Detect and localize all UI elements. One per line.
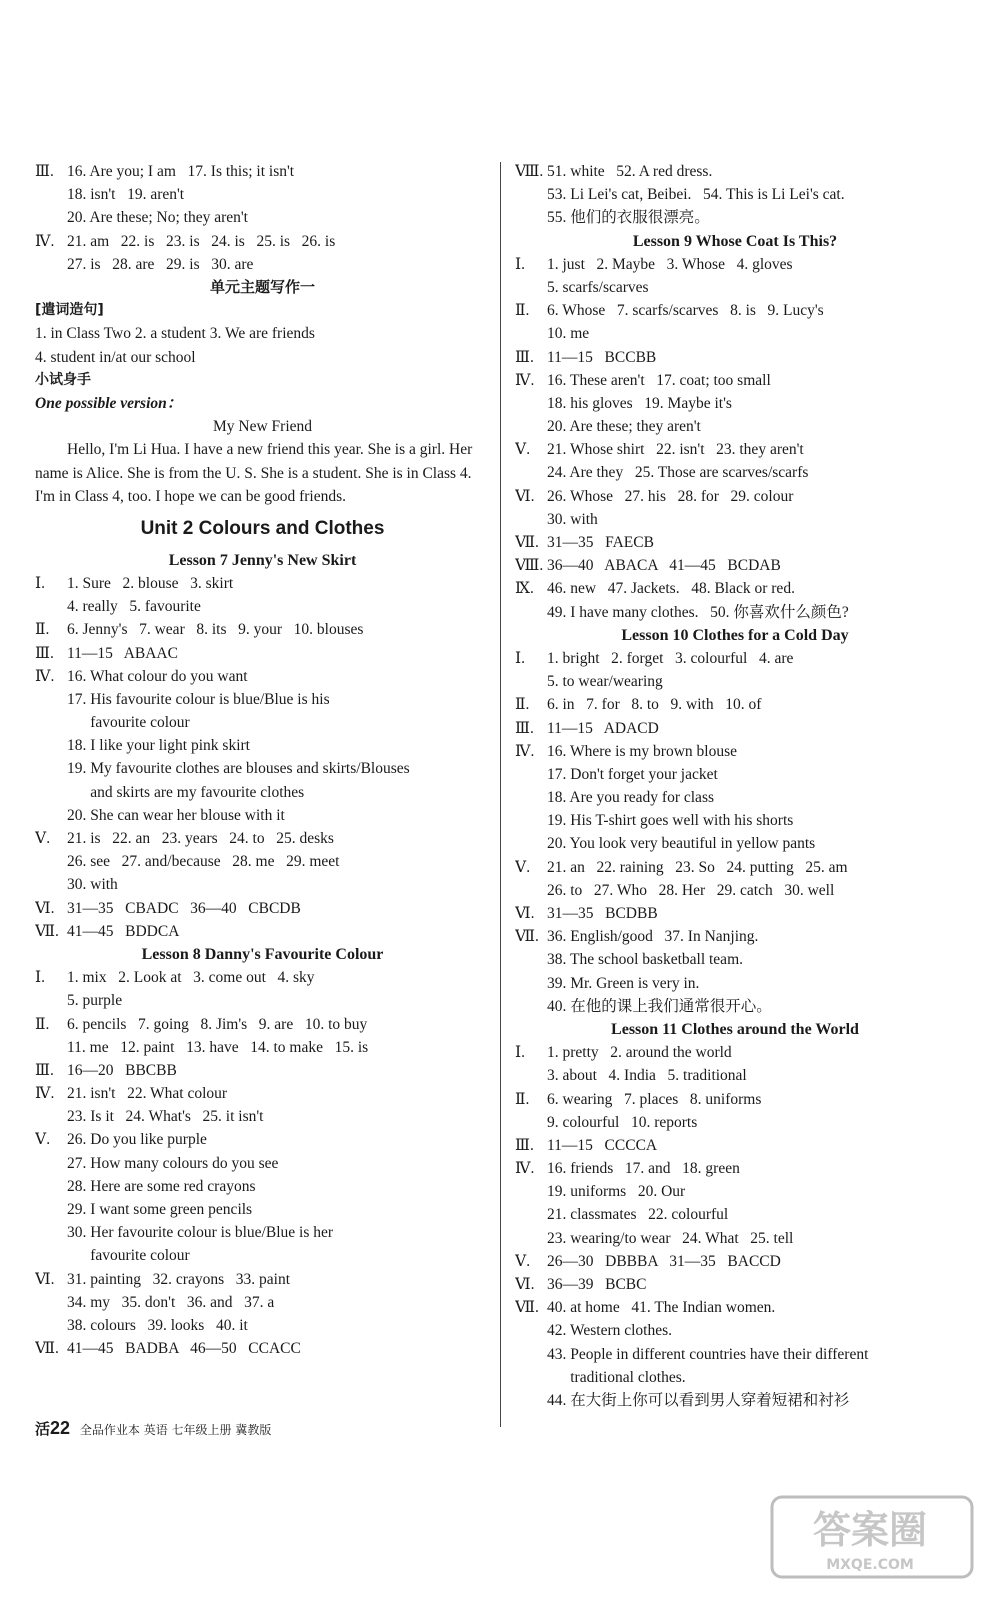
- answer-line: [35, 1036, 490, 1059]
- answer-text: 27. is 28. are 29. is 30. are: [67, 255, 254, 273]
- answer-line: [515, 1389, 955, 1412]
- lesson-title: Lesson 10 Clothes for a Cold Day: [621, 626, 849, 644]
- answer-line: [515, 160, 955, 183]
- answer-line: [515, 1343, 955, 1366]
- answer-line: [515, 1296, 955, 1319]
- answer-text: 53. Li Lei's cat, Beibei. 54. This is Li Lei's cat.: [547, 186, 845, 204]
- section-number: Ⅶ.: [35, 922, 59, 940]
- answer-line: 4. student in/at our school: [35, 348, 196, 366]
- answer-line: [515, 346, 955, 369]
- answer-text: 16. These aren't 17. coat; too small: [547, 371, 771, 389]
- section-number: Ⅶ.: [515, 534, 539, 551]
- section-number: Ⅲ.: [515, 1136, 534, 1154]
- section-number: Ⅷ.: [515, 163, 544, 180]
- page-footer: [35, 1418, 271, 1439]
- answer-line: [515, 1157, 955, 1180]
- section-number: Ⅲ.: [35, 1061, 54, 1079]
- lesson-title: Lesson 11 Clothes around the World: [611, 1020, 859, 1038]
- section-number: Ⅰ.: [35, 574, 45, 592]
- answer-line: [515, 856, 955, 879]
- answer-text: 26. Whose 27. his 28. for 29. colour: [547, 487, 794, 505]
- answer-text: 19. My favourite clothes are blouses and skirts/Blouses: [67, 760, 410, 778]
- answer-text: 20. Are these; they aren't: [547, 418, 701, 436]
- answer-line: [515, 809, 955, 832]
- answer-text: 24. Are they 25. Those are scarves/scarfs: [547, 464, 809, 482]
- answer-line: [35, 230, 490, 253]
- answer-line: [35, 804, 490, 827]
- answer-text: 31—35 FAECB: [547, 534, 654, 551]
- answer-line: [35, 1152, 490, 1175]
- answer-text: 6. pencils 7. going 8. Jim's 9. are 10. to buy: [67, 1015, 368, 1033]
- answer-line: [515, 322, 955, 345]
- answer-text: 6. Whose 7. scarfs/scarves 8. is 9. Lucy's: [547, 302, 824, 320]
- answer-line: [35, 1314, 490, 1337]
- answer-text: 23. wearing/to wear 24. What 25. tell: [547, 1229, 794, 1247]
- answer-text: 31—35 BCDBB: [547, 905, 658, 922]
- footer-mark: 活: [35, 1420, 51, 1438]
- answer-text: 26. Do you like purple: [67, 1131, 207, 1149]
- answer-line: [515, 554, 955, 577]
- answer-text: 5. purple: [67, 992, 123, 1010]
- answer-text: favourite colour: [67, 1247, 190, 1265]
- answer-text: 3. about 4. India 5. traditional: [547, 1067, 747, 1085]
- answer-text: 11—15 CCCCA: [547, 1136, 658, 1154]
- answer-text: 5. to wear/wearing: [547, 673, 663, 691]
- answer-text: 41—45 BDDCA: [67, 922, 180, 940]
- answer-text: 31. painting 32. crayons 33. paint: [67, 1270, 290, 1288]
- answer-line: [515, 1366, 955, 1389]
- footer-book-title: 全品作业本 英语 七年级上册 冀教版: [79, 1423, 272, 1437]
- lesson-title: Lesson 8 Danny's Favourite Colour: [141, 945, 384, 963]
- answer-text: 1. Sure 2. blouse 3. skirt: [67, 574, 234, 592]
- answer-text: 30. with: [547, 510, 598, 528]
- answer-line: [35, 1337, 490, 1360]
- section-number: Ⅱ.: [515, 696, 530, 714]
- answer-text: 39. Mr. Green is very in.: [547, 974, 700, 992]
- answer-line: [515, 369, 955, 392]
- answer-text: 6. Jenny's 7. wear 8. its 9. your 10. blouses: [67, 621, 364, 639]
- section-number: Ⅷ.: [515, 557, 544, 575]
- answer-text: 1. bright 2. forget 3. colourful 4. are: [547, 649, 794, 667]
- answer-line: [515, 740, 955, 763]
- answer-text: 44. 在大街上你可以看到男人穿着短裙和衬衫: [547, 1391, 850, 1409]
- answer-line: [515, 879, 955, 902]
- answer-text: 55. 他们的衣服很漂亮。: [547, 209, 710, 227]
- answer-text: 19. His T-shirt goes well with his shorts: [547, 812, 794, 830]
- answer-text: 21. am 22. is 23. is 24. is 25. is 26. is: [67, 232, 336, 250]
- answer-text: 21. an 22. raining 23. So 24. putting 25. am: [547, 858, 848, 876]
- answer-line: [35, 642, 490, 665]
- answer-line: [35, 1082, 490, 1105]
- answer-line: [515, 670, 955, 693]
- answer-text: 11—15 ABAAC: [67, 644, 178, 662]
- section-number: Ⅰ.: [515, 649, 525, 667]
- answer-text: 38. The school basketball team.: [547, 951, 743, 969]
- answer-line: [35, 595, 490, 618]
- section-label: [遣词造句]: [35, 302, 104, 319]
- section-number: Ⅲ.: [35, 163, 54, 180]
- answer-line: [515, 786, 955, 809]
- answer-text: 46. new 47. Jackets. 48. Black or red.: [547, 580, 795, 598]
- answer-text: 26. see 27. and/because 28. me 29. meet: [67, 853, 340, 871]
- section-number: Ⅳ.: [35, 667, 55, 685]
- answer-line: [515, 1203, 955, 1226]
- section-number: Ⅴ.: [515, 441, 531, 459]
- section-number: Ⅱ.: [35, 621, 50, 639]
- answer-line: [515, 948, 955, 971]
- answer-line: [515, 1319, 955, 1342]
- answer-line: [515, 1180, 955, 1203]
- answer-line: [515, 1134, 955, 1157]
- answer-text: 36—39 BCBC: [547, 1276, 647, 1293]
- answer-text: 27. How many colours do you see: [67, 1154, 279, 1172]
- answer-line: [515, 1041, 955, 1064]
- answer-line: [35, 781, 490, 804]
- answer-line: [515, 183, 955, 206]
- answer-line: [515, 1064, 955, 1087]
- unit-title: Unit 2 Colours and Clothes: [140, 517, 385, 539]
- section-number: Ⅱ.: [515, 1090, 530, 1108]
- answer-text: 21. is 22. an 23. years 24. to 25. desks: [67, 830, 334, 847]
- answer-line: [35, 873, 490, 896]
- answer-text: 31—35 CBADC 36—40 CBCDB: [67, 899, 301, 917]
- answer-text: 1. just 2. Maybe 3. Whose 4. gloves: [547, 255, 793, 273]
- answer-line: [35, 1221, 490, 1244]
- watermark-logo: [770, 1495, 975, 1580]
- answer-line: [35, 1268, 490, 1291]
- section-number: Ⅲ.: [515, 719, 534, 737]
- svg-text:答案圈: 答案圈: [812, 1508, 928, 1552]
- answer-line: [35, 1128, 490, 1151]
- answer-line: [515, 392, 955, 415]
- answer-text: 20. Are these; No; they aren't: [67, 209, 248, 227]
- answer-line: [35, 183, 490, 206]
- section-heading: 单元主题写作一: [209, 277, 315, 296]
- answer-line: [35, 920, 490, 943]
- answer-line: [35, 827, 490, 850]
- answer-text: 10. me: [547, 325, 590, 343]
- answer-text: 51. white 52. A red dress.: [547, 163, 713, 180]
- answer-line: [515, 925, 955, 948]
- answer-text: 21. classmates 22. colourful: [547, 1206, 729, 1224]
- answer-text: 20. You look very beautiful in yellow pants: [547, 835, 816, 853]
- answer-text: 16—20 BBCBB: [67, 1061, 177, 1079]
- section-number: Ⅰ.: [515, 1044, 525, 1062]
- answer-text: 18. isn't 19. aren't: [67, 186, 185, 204]
- answer-text: 6. in 7. for 8. to 9. with 10. of: [547, 696, 762, 714]
- answer-text: 4. really 5. favourite: [67, 598, 201, 616]
- section-number: Ⅴ.: [515, 1252, 531, 1270]
- section-number: Ⅲ.: [35, 644, 54, 662]
- answer-text: 26. to 27. Who 28. Her 29. catch 30. well: [547, 881, 835, 899]
- answer-line: [515, 438, 955, 461]
- answer-line: [35, 1175, 490, 1198]
- section-number: Ⅵ.: [515, 905, 535, 922]
- section-label: 小试身手: [35, 371, 91, 388]
- answer-text: 1. mix 2. Look at 3. come out 4. sky: [67, 969, 315, 987]
- answer-line: [515, 485, 955, 508]
- answer-line: [35, 1013, 490, 1036]
- answer-text: 17. His favourite colour is blue/Blue is his: [67, 690, 330, 708]
- answer-text: 16. Where is my brown blouse: [547, 742, 737, 760]
- answer-line: [35, 1105, 490, 1128]
- section-number: Ⅵ.: [35, 899, 55, 917]
- answer-text: 16. What colour do you want: [67, 667, 248, 685]
- answer-text: 43. People in different countries have their different: [547, 1345, 869, 1363]
- answer-text: 16. Are you; I am 17. Is this; it isn't: [67, 163, 295, 180]
- answer-line: [515, 832, 955, 855]
- essay-title: My New Friend: [212, 418, 313, 436]
- right-column: [515, 160, 955, 1412]
- answer-line: [515, 1227, 955, 1250]
- answer-line: [35, 1291, 490, 1314]
- answer-line: [35, 1244, 490, 1267]
- answer-text: 30. with: [67, 876, 118, 894]
- section-number: Ⅱ.: [515, 302, 530, 320]
- answer-text: 21. isn't 22. What colour: [67, 1085, 228, 1103]
- answer-text: 1. pretty 2. around the world: [547, 1044, 732, 1062]
- answer-line: [515, 461, 955, 484]
- answer-line: [35, 989, 490, 1012]
- answer-line: [515, 601, 955, 624]
- answer-text: traditional clothes.: [547, 1368, 686, 1386]
- answer-text: 28. Here are some red crayons: [67, 1177, 256, 1195]
- answer-line: [35, 253, 490, 276]
- lesson-title: Lesson 7 Jenny's New Skirt: [168, 551, 357, 569]
- answer-text: 23. Is it 24. What's 25. it isn't: [67, 1108, 264, 1126]
- answer-line: [515, 647, 955, 670]
- answer-line: [35, 1059, 490, 1082]
- section-number: Ⅸ.: [515, 580, 534, 598]
- section-number: Ⅶ.: [515, 928, 539, 946]
- section-number: Ⅳ.: [35, 232, 55, 250]
- answer-line: [35, 618, 490, 641]
- section-number: Ⅳ.: [515, 742, 535, 760]
- section-number: Ⅱ.: [35, 1015, 50, 1033]
- answer-line: [515, 531, 955, 554]
- answer-text: 19. uniforms 20. Our: [547, 1183, 686, 1201]
- answer-line: [515, 276, 955, 299]
- answer-text: 18. I like your light pink skirt: [67, 737, 250, 755]
- answer-text: 21. Whose shirt 22. isn't 23. they aren't: [547, 441, 804, 459]
- section-number: Ⅴ.: [35, 830, 51, 847]
- answer-line: [515, 1111, 955, 1134]
- answer-text: 20. She can wear her blouse with it: [67, 806, 285, 824]
- answer-text: 11—15 BCCBB: [547, 348, 657, 366]
- answer-text: 5. scarfs/scarves: [547, 278, 649, 296]
- answer-line: [515, 763, 955, 786]
- answer-text: 18. his gloves 19. Maybe it's: [547, 394, 732, 412]
- answer-text: 40. at home 41. The Indian women.: [547, 1299, 776, 1317]
- answer-text: 26—30 DBBBA 31—35 BACCD: [547, 1252, 781, 1270]
- answer-line: [515, 717, 955, 740]
- answer-text: 42. Western clothes.: [547, 1322, 673, 1340]
- answer-text: 11. me 12. paint 13. have 14. to make 15. is: [67, 1038, 369, 1056]
- section-number: Ⅴ.: [35, 1131, 51, 1149]
- answer-text: 9. colourful 10. reports: [547, 1113, 698, 1131]
- answer-line: [35, 966, 490, 989]
- answer-line: [515, 902, 955, 925]
- answer-text: 36—40 ABACA 41—45 BCDAB: [547, 557, 781, 575]
- lesson-title: Lesson 9 Whose Coat Is This?: [632, 232, 838, 250]
- page-number: 22: [50, 1418, 71, 1438]
- answer-text: 6. wearing 7. places 8. uniforms: [547, 1090, 762, 1108]
- answer-line: [35, 688, 490, 711]
- answer-line: [515, 508, 955, 531]
- logo-icon: [770, 1495, 975, 1580]
- section-number: Ⅰ.: [515, 255, 525, 273]
- section-number: Ⅳ.: [515, 371, 535, 389]
- answer-line: [35, 572, 490, 595]
- section-number: Ⅳ.: [515, 1160, 535, 1178]
- answer-line: [515, 206, 955, 229]
- svg-text:MXQE.COM: MXQE.COM: [826, 1557, 914, 1573]
- answer-text: 36. English/good 37. In Nanjing.: [547, 928, 759, 946]
- section-number: Ⅳ.: [35, 1085, 55, 1103]
- answer-line: [35, 850, 490, 873]
- section-number: Ⅵ.: [515, 487, 535, 505]
- answer-line: [515, 299, 955, 322]
- answer-text: 49. I have many clothes. 50. 你喜欢什么颜色?: [547, 603, 849, 621]
- answer-text: favourite colour: [67, 714, 190, 732]
- answer-text: 40. 在他的课上我们通常很开心。: [547, 997, 772, 1015]
- answer-line: [35, 757, 490, 780]
- answer-line: [35, 665, 490, 688]
- answer-line: [35, 711, 490, 734]
- section-number: Ⅵ.: [515, 1276, 535, 1293]
- answer-line: [515, 577, 955, 600]
- answer-line: [515, 1088, 955, 1111]
- section-number: Ⅶ.: [35, 1340, 59, 1358]
- answer-line: [35, 734, 490, 757]
- section-number: Ⅶ.: [515, 1299, 539, 1317]
- section-number: Ⅵ.: [35, 1270, 55, 1288]
- answer-line: [515, 1273, 955, 1296]
- answer-text: 16. friends 17. and 18. green: [547, 1160, 740, 1178]
- answer-text: 29. I want some green pencils: [67, 1201, 253, 1218]
- answer-line: [35, 160, 490, 183]
- answer-text: 38. colours 39. looks 40. it: [67, 1316, 248, 1334]
- answer-text: and skirts are my favourite clothes: [67, 783, 305, 801]
- section-number: Ⅴ.: [515, 858, 531, 876]
- answer-line: [35, 206, 490, 229]
- answer-line: [515, 1250, 955, 1273]
- column-divider: [500, 162, 501, 1427]
- section-number: Ⅰ.: [35, 969, 45, 987]
- answer-text: 11—15 ADACD: [547, 719, 659, 737]
- essay-paragraph: Hello, I'm Li Hua. I have a new friend this year. She is a girl. Her name is Alice. She is from the U. S. She is a student. She is in Class 4. I'm in Class 4, too. I hope we can be good friends.: [35, 441, 473, 506]
- answer-line: [515, 253, 955, 276]
- answer-line: [515, 415, 955, 438]
- section-number: Ⅲ.: [515, 348, 534, 366]
- left-column: [35, 160, 490, 1360]
- answer-line: [35, 897, 490, 920]
- answer-text: 34. my 35. don't 36. and 37. a: [67, 1293, 275, 1311]
- answer-text: 41—45 BADBA 46—50 CCACC: [67, 1340, 301, 1358]
- answer-line: [515, 995, 955, 1018]
- answer-text: 30. Her favourite colour is blue/Blue is her: [67, 1224, 334, 1242]
- answer-line: [515, 972, 955, 995]
- answer-line: [35, 1198, 490, 1221]
- answer-line: [515, 693, 955, 716]
- answer-line: 1. in Class Two 2. a student 3. We are friends: [35, 325, 315, 343]
- answer-text: 17. Don't forget your jacket: [547, 765, 718, 783]
- answer-text: 18. Are you ready for class: [547, 789, 715, 807]
- version-label: One possible version：: [35, 394, 183, 412]
